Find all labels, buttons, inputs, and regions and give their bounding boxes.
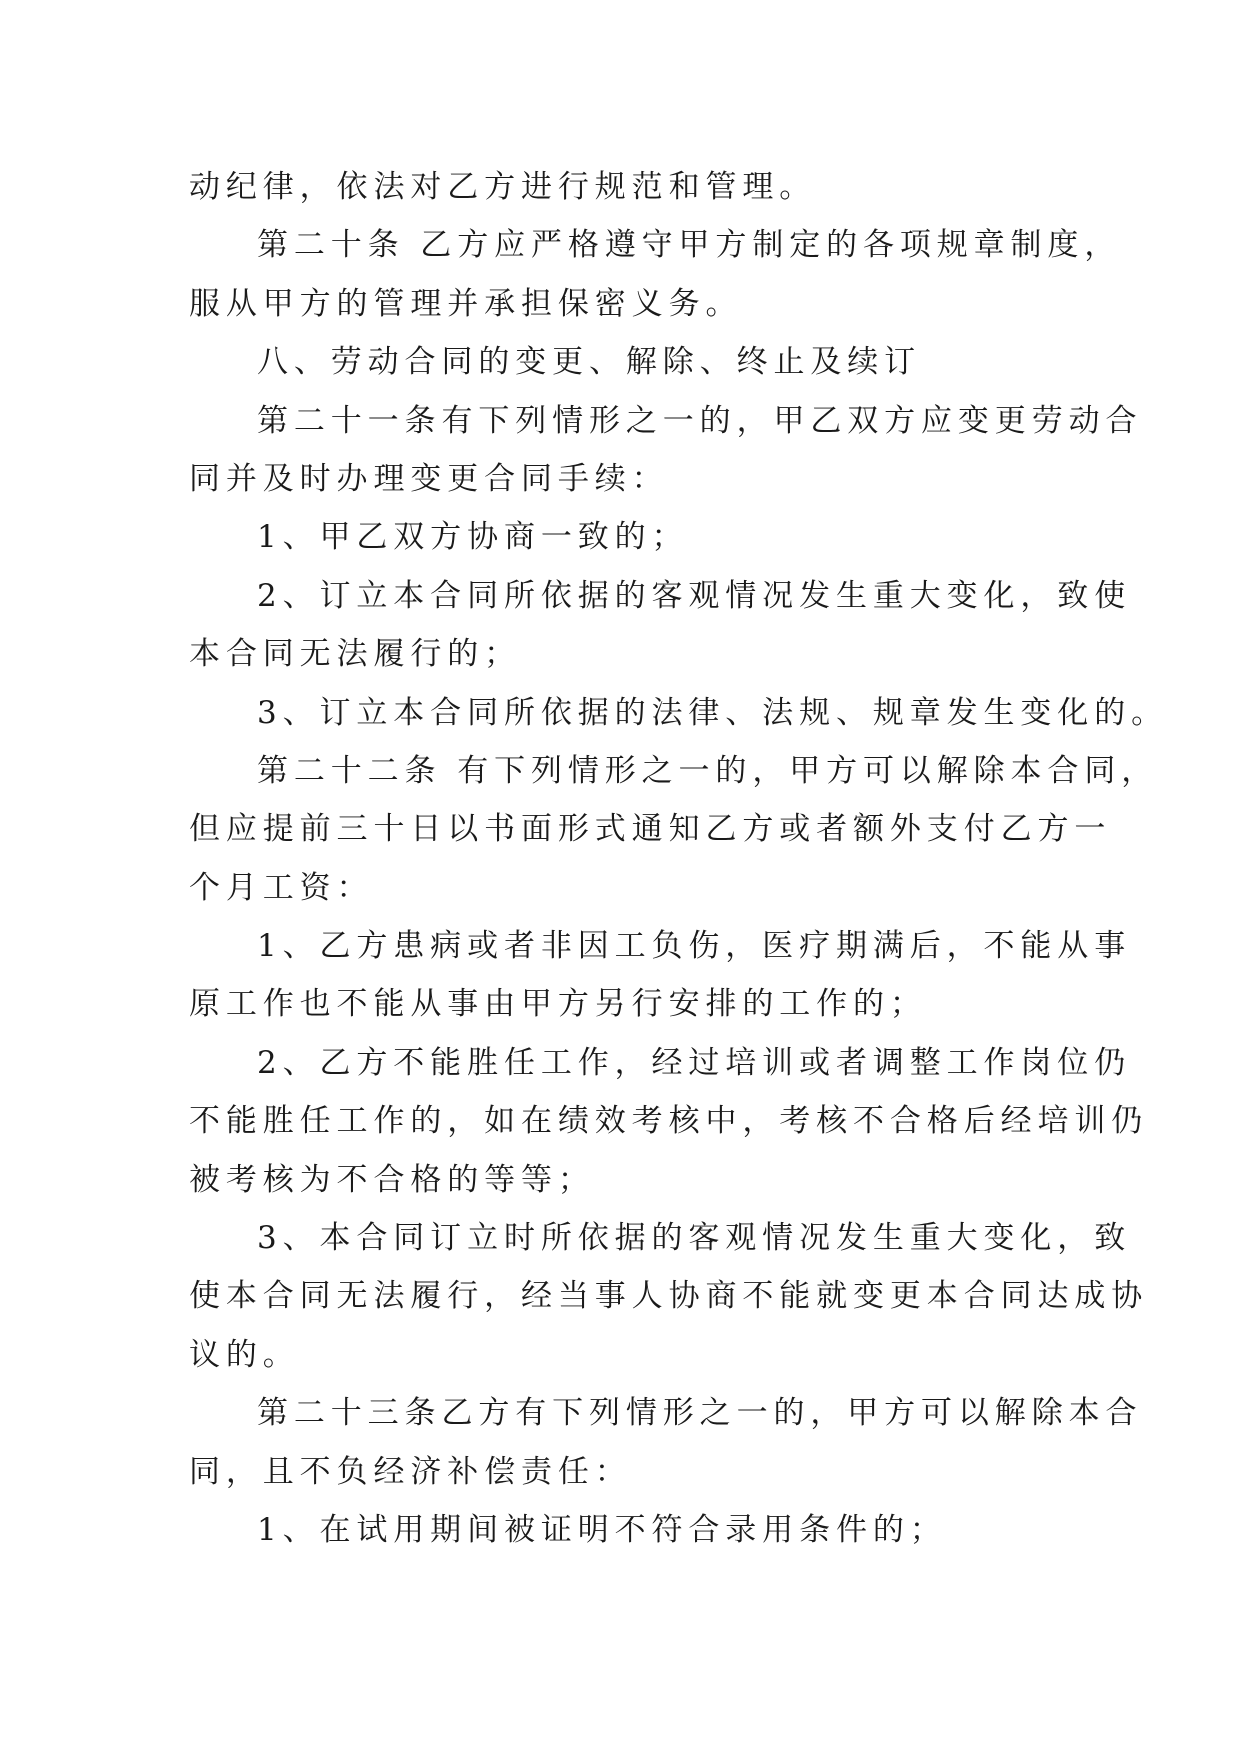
text-line: 本合同无法履行的； <box>189 636 522 673</box>
text-line: 同并及时办理变更合同手续： <box>189 460 669 497</box>
text-line: 第二十条 乙方应严格遵守甲方制定的各项规章制度， <box>257 227 1122 264</box>
text-line: 服从甲方的管理并承担保密义务。 <box>189 285 743 322</box>
text-line: 第二十二条 有下列情形之一的，甲方可以解除本合同， <box>257 752 1159 789</box>
text-line: 被考核为不合格的等等； <box>189 1161 595 1198</box>
text-line: 3、本合同订立时所依据的客观情况发生重大变化，致 <box>257 1220 1132 1257</box>
text-line: 2、乙方不能胜任工作，经过培训或者调整工作岗位仍 <box>257 1044 1132 1081</box>
text-line: 议的。 <box>189 1336 300 1373</box>
text-line: 第二十一条有下列情形之一的，甲乙双方应变更劳动合 <box>257 402 1143 439</box>
text-line: 1、乙方患病或者非因工负伤，医疗期满后，不能从事 <box>257 928 1132 965</box>
text-line: 个月工资： <box>189 869 374 906</box>
text-line: 动纪律，依法对乙方进行规范和管理。 <box>189 169 817 205</box>
text-line: 2、订立本合同所依据的客观情况发生重大变化，致使 <box>257 577 1132 614</box>
text-line: 3、订立本合同所依据的法律、法规、规章发生变化的。 <box>257 694 1168 731</box>
text-line: 但应提前三十日以书面形式通知乙方或者额外支付乙方一 <box>189 811 1112 848</box>
text-line: 八、劳动合同的变更、解除、终止及续订 <box>257 344 922 381</box>
text-line: 原工作也不能从事由甲方另行安排的工作的； <box>189 986 927 1023</box>
text-line: 1、甲乙双方协商一致的； <box>257 519 689 556</box>
text-line: 使本合同无法履行，经当事人协商不能就变更本合同达成协 <box>189 1278 1149 1315</box>
text-line: 同，且不负经济补偿责任： <box>189 1453 632 1490</box>
text-line: 不能胜任工作的，如在绩效考核中，考核不合格后经培训仍 <box>189 1103 1149 1140</box>
text-line: 1、在试用期间被证明不符合录用条件的； <box>257 1511 947 1548</box>
document-body <box>189 158 1168 1559</box>
text-line: 第二十三条乙方有下列情形之一的，甲方可以解除本合 <box>257 1395 1143 1432</box>
